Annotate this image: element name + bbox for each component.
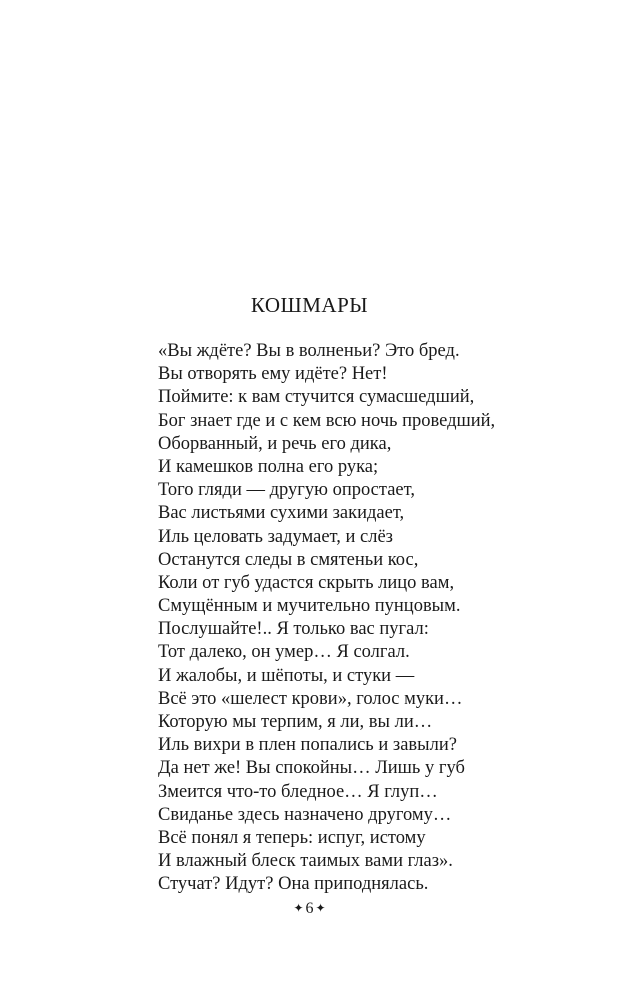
verse-line: Смущённым и мучительно пунцовым. (158, 596, 461, 617)
verse-line: Вас листьями сухими закидает, (158, 503, 405, 524)
verse-line: Стучат? Идут? Она приподнялась. (158, 874, 429, 895)
verse-line: Всё понял я теперь: испуг, истому (158, 827, 426, 848)
verse-line: Того гляди — другую опростает, (158, 480, 415, 501)
verse-line: Иль целовать задумает, и слёз (158, 526, 393, 547)
verse-line: Змеится что-то бледное… Я глуп… (158, 781, 438, 802)
verse-line: Бог знает где и с кем всю ночь проведший, (158, 410, 496, 431)
poem-title: КОШМАРЫ (250, 293, 369, 317)
verse-line: Тот далеко, он умер… Я солгал. (158, 642, 410, 663)
verse-line: Послушайте!.. Я только вас пугал: (158, 619, 429, 640)
ornament-left-icon: ✦ (293, 901, 304, 916)
poem-stanza (158, 340, 495, 897)
verse-line: И жалобы, и шёпоты, и стуки — (158, 665, 415, 686)
page-footer (0, 898, 619, 920)
verse-line: Да нет же! Вы спокойны… Лишь у губ (158, 758, 465, 779)
verse-line: Свиданье здесь назначено другому… (158, 804, 452, 825)
page-number: 6 (305, 900, 314, 918)
verse-line: «Вы ждёте? Вы в волненьи? Это бред. (158, 341, 460, 361)
verse-line: Которую мы терпим, я ли, вы ли… (158, 712, 433, 732)
verse-line: Вы отворять ему идёте? Нет! (158, 364, 388, 385)
verse-line: Иль вихри в плен попались и завыли? (158, 735, 457, 756)
verse-line: Коли от губ удастся скрыть лицо вам, (158, 572, 455, 593)
verse-line: Оборванный, и речь его дика, (158, 433, 392, 454)
ornament-right-icon: ✦ (315, 901, 326, 916)
verse-line: И камешков полна его рука; (158, 456, 379, 477)
verse-line: Останутся следы в смятеньи кос, (158, 549, 419, 570)
verse-line: Поймите: к вам стучится сумасшедший, (158, 387, 475, 408)
verse-line: И влажный блеск таимых вами глаз». (158, 851, 453, 872)
verse-line: Всё это «шелест крови», голос муки… (158, 688, 463, 709)
